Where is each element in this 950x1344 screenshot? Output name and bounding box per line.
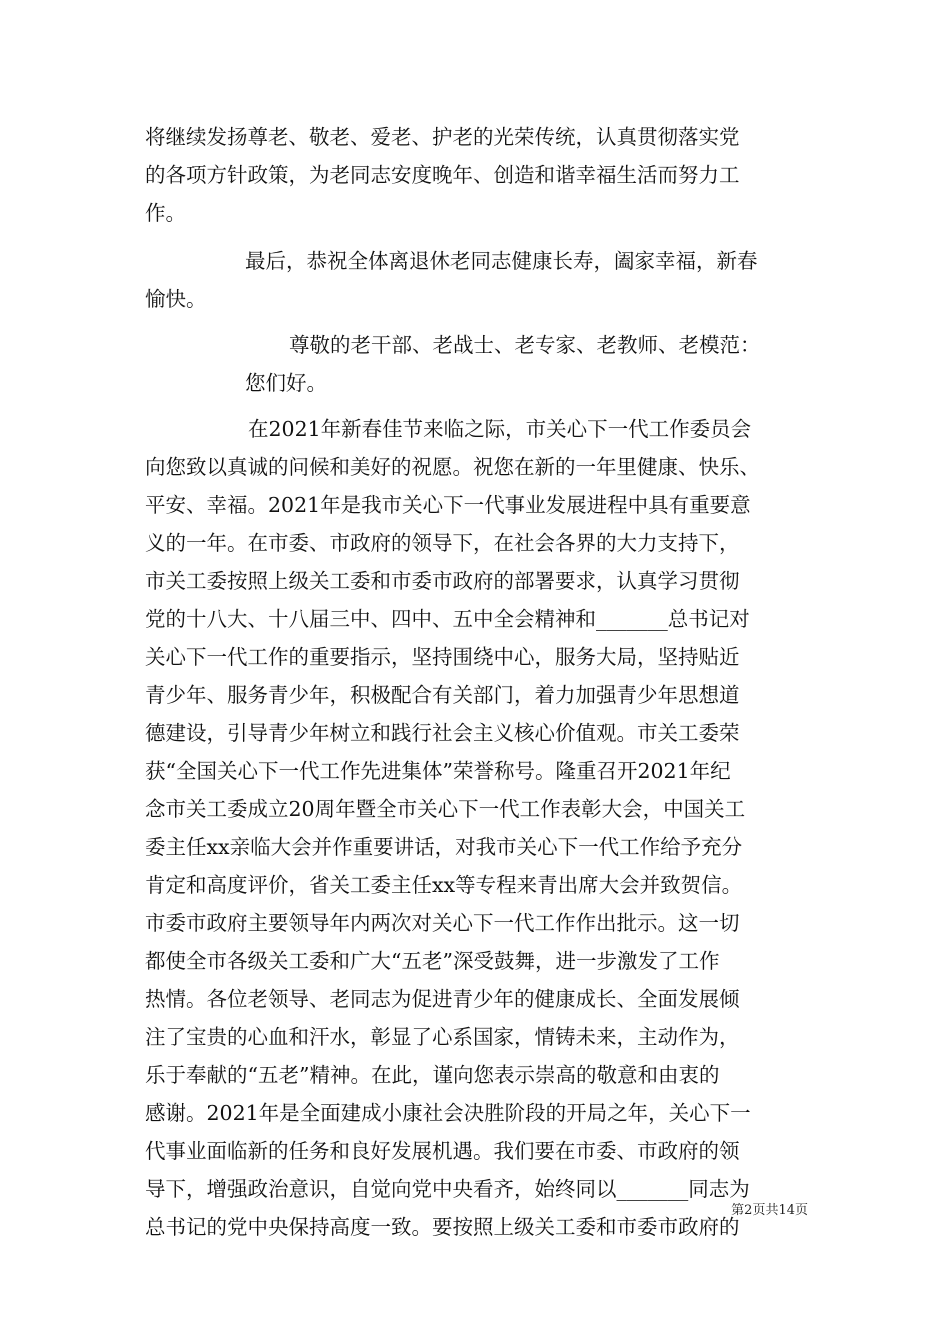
paragraph-line: 向您致以真诚的问候和美好的祝愿。祝您在新的一年里健康、快乐、 xyxy=(145,455,760,479)
paragraph-line: 念市关工委成立20周年暨全市关心下一代工作表彰大会，中国关工 xyxy=(145,797,746,821)
paragraph-line: 委主任xx亲临大会并作重要讲话，对我市关心下一代工作给予充分 xyxy=(145,835,743,859)
paragraph-line: 代事业面临新的任务和良好发展机遇。我们要在市委、市政府的领 xyxy=(145,1139,740,1163)
greeting: 您们好。 xyxy=(245,371,327,395)
closing-wish-line: 最后，恭祝全体离退休老同志健康长寿，阖家幸福，新春 xyxy=(245,249,758,273)
paragraph-spacer xyxy=(145,318,810,326)
paragraph-line: 在2021年新春佳节来临之际，市关心下一代工作委员会 xyxy=(248,417,752,441)
paragraph-line: 义的一年。在市委、市政府的领导下，在社会各界的大力支持下， xyxy=(145,531,740,555)
paragraph-line: 感谢。2021年是全面建成小康社会决胜阶段的开局之年，关心下一 xyxy=(145,1101,751,1125)
paragraph-line: 总书记的党中央保持高度一致。要按照上级关工委和市委市政府的 xyxy=(145,1215,740,1239)
paragraph-line: 青少年、服务青少年，积极配合有关部门，着力加强青少年思想道 xyxy=(145,683,740,707)
paragraph-line: 都使全市各级关工委和广大“五老”深受鼓舞，进一步激发了工作 xyxy=(145,949,720,973)
paragraph-line: 市委市政府主要领导年内两次对关心下一代工作作出批示。这一切 xyxy=(145,911,740,935)
paragraph-line: 导下，增强政治意识，自觉向党中央看齐，始终同以_______同志为 xyxy=(145,1177,750,1201)
paragraph-line: 党的十八大、十八届三中、四中、五中全会精神和_______总书记对 xyxy=(145,607,750,631)
paragraph-line: 平安、幸福。2021年是我市关心下一代事业发展进程中具有重要意 xyxy=(145,493,751,517)
paragraph-line: 市关工委按照上级关工委和市委市政府的部署要求，认真学习贯彻 xyxy=(145,569,740,593)
paragraph-line: 乐于奉献的“五老”精神。在此，谨向您表示崇高的敬意和由衷的 xyxy=(145,1063,720,1087)
paragraph-spacer xyxy=(145,402,810,410)
paragraph-line: 热情。各位老领导、老同志为促进青少年的健康成长、全面发展倾 xyxy=(145,987,740,1011)
paragraph-line: 肯定和高度评价，省关工委主任xx等专程来青出席大会并致贺信。 xyxy=(145,873,743,897)
paragraph-line: 作。 xyxy=(145,201,186,225)
paragraph-spacer xyxy=(145,232,810,242)
paragraph-line: 获“全国关心下一代工作先进集体”荣誉称号。隆重召开2021年纪 xyxy=(145,759,731,783)
salutation: 尊敬的老干部、老战士、老专家、老教师、老模范： xyxy=(289,333,761,357)
paragraph-line: 的各项方针政策，为老同志安度晚年、创造和谐幸福生活而努力工 xyxy=(145,163,740,187)
page-number-footer: 第2页共14页 xyxy=(731,1203,808,1218)
paragraph-line: 注了宝贵的心血和汗水，彰显了心系国家，情铸未来，主动作为， xyxy=(145,1025,740,1049)
paragraph-line: 关心下一代工作的重要指示，坚持围绕中心，服务大局，坚持贴近 xyxy=(145,645,740,669)
closing-wish-line: 愉快。 xyxy=(145,287,207,311)
paragraph-line: 将继续发扬尊老、敬老、爱老、护老的光荣传统，认真贯彻落实党 xyxy=(145,125,740,149)
paragraph-line: 德建设，引导青少年树立和践行社会主义核心价值观。市关工委荣 xyxy=(145,721,740,745)
document-body xyxy=(145,118,810,1246)
